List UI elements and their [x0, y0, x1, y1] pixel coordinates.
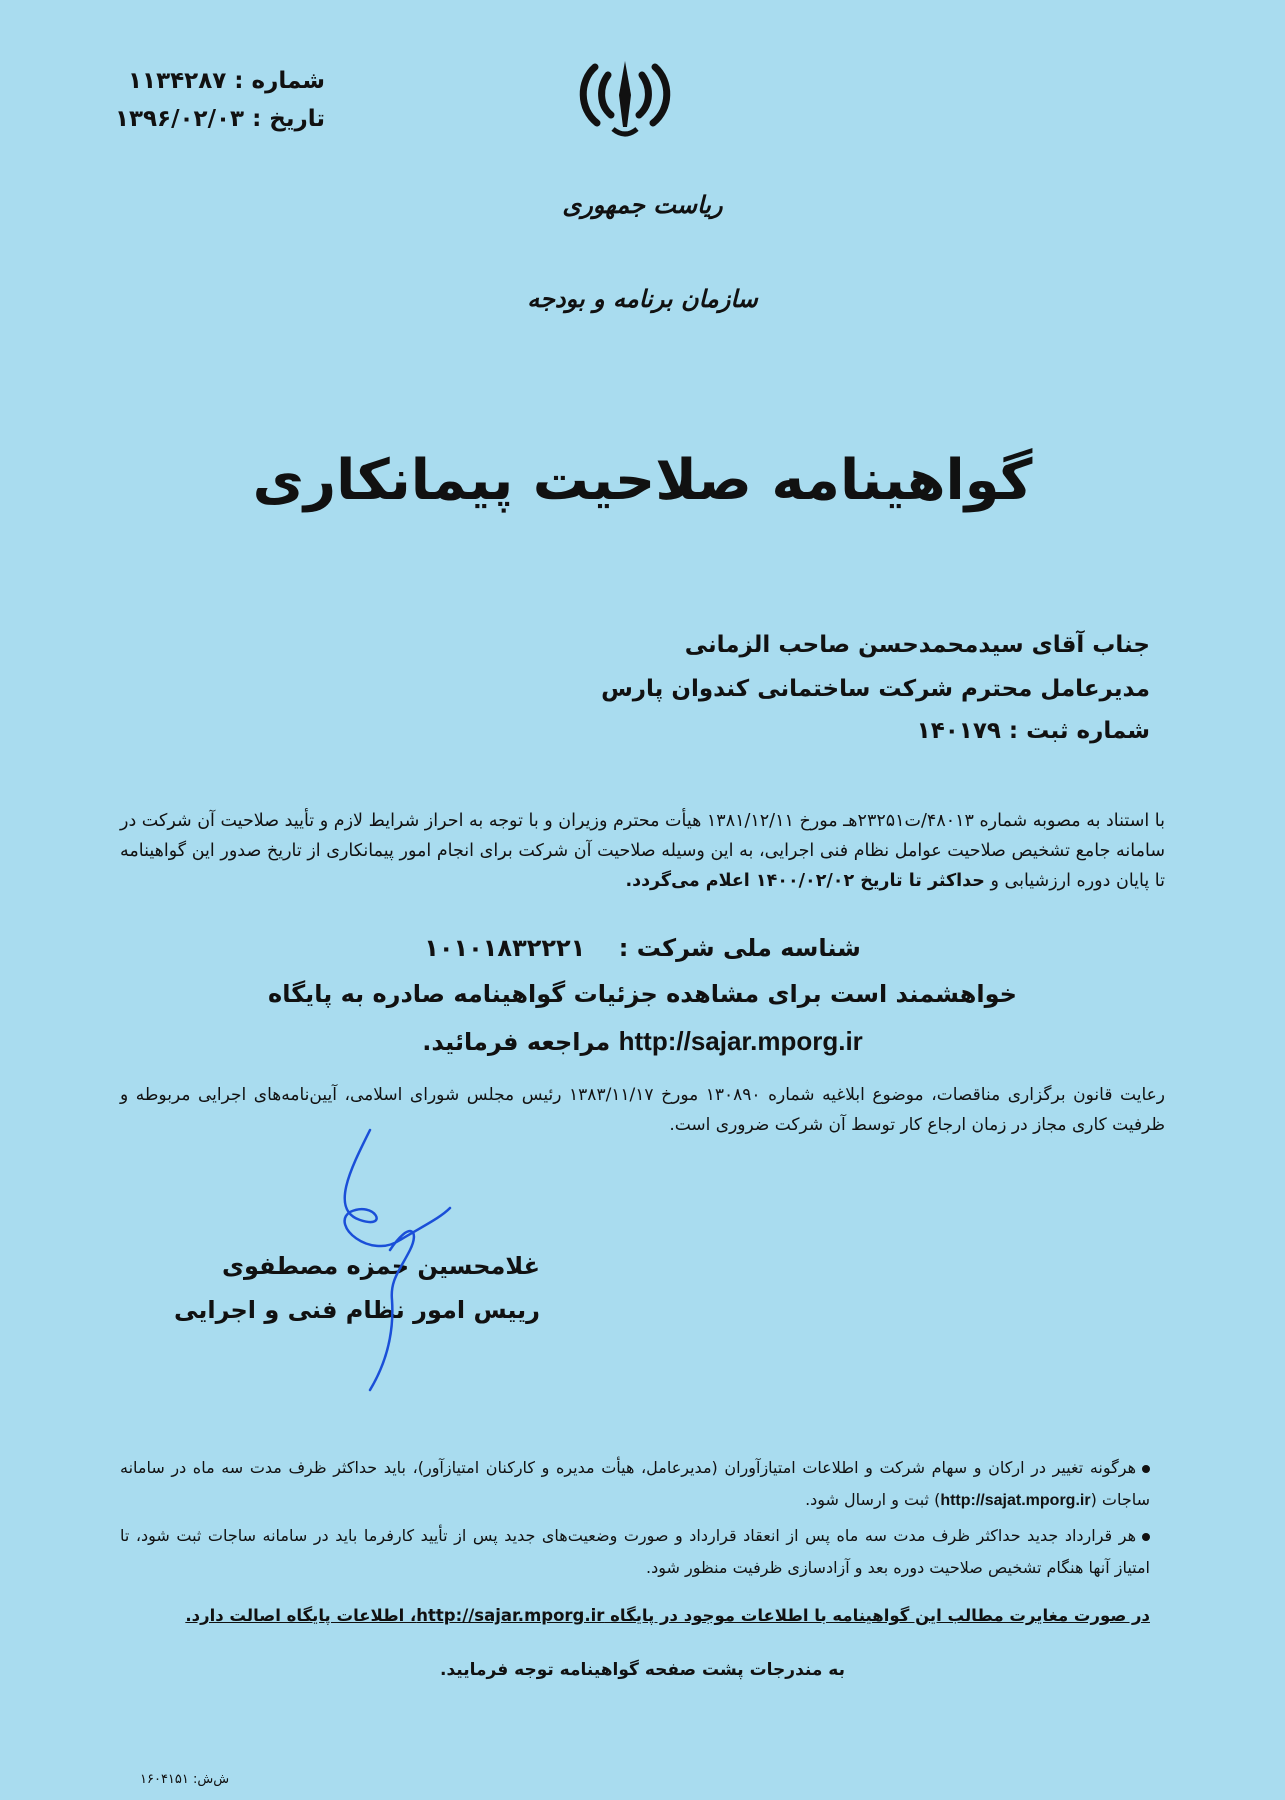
signatory-name: غلامحسین حمزه مصطفوی [222, 1252, 540, 1280]
serial-number [140, 1772, 229, 1787]
note-2 [120, 1520, 1150, 1584]
note-1 [120, 1452, 1150, 1517]
document-number [85, 68, 325, 94]
iran-emblem-icon [575, 55, 675, 140]
body-validity: حداکثر تا تاریخ ۱۴۰۰/۰۲/۰۲ اعلام می‌گردد. [625, 871, 985, 891]
document-number-value: ۱۱۳۴۲۸۷ [128, 68, 227, 94]
document-number-label: شماره : [234, 68, 325, 94]
note-2-text: هر قرارداد جدید حداکثر ظرف مدت سه ماه پس از انعقاد قرارداد و صورت وضعیت‌های جدید پس از تأیید کارفرما باید در سامانه ساجات ثبت شود، تا امتیاز آنها هنگام تشخیص صلاحیت دوره بعد و آزادسازی ظرفیت منظور شود. [120, 1526, 1150, 1577]
sajat-url-link[interactable]: http://sajat.mporg.ir [940, 1492, 1091, 1509]
registration-value: ۱۴۰۱۷۹ [916, 718, 1001, 744]
note-1-text: هرگونه تغییر در ارکان و سهام شرکت و اطلاعات امتیازآوران (مدیرعامل، هیأت مدیره و کارکنان امتیازآور)، باید حداکثر ظرف مدت سه ماه در سامانه ساجات ( [120, 1458, 1150, 1509]
national-id-label: شناسه ملی شرکت : [618, 934, 861, 962]
organization-label: سازمان برنامه و بودجه [527, 284, 758, 313]
handwritten-signature-icon [330, 1100, 480, 1400]
bullet-icon [1142, 1533, 1150, 1541]
document-date [85, 106, 325, 132]
registration-label: شماره ثبت : [1008, 718, 1150, 744]
back-page-notice: به مندرجات پشت صفحه گواهینامه توجه فرمایید. [440, 1660, 845, 1680]
website-notice-line2 [0, 1026, 1285, 1057]
certificate-title: گواهینامه صلاحیت پیمانکاری [252, 448, 1033, 513]
certificate-body [120, 806, 1165, 896]
website-notice-line1: خواهشمند است برای مشاهده جزئیات گواهینامه صادره به پایگاه [268, 980, 1017, 1008]
sajar-url-link[interactable]: http://sajar.mporg.ir [618, 1026, 863, 1056]
body-text: با استناد به مصوبه شماره ۴۸۰۱۳/ت۲۳۲۵۱هـ مورخ ۱۳۸۱/۱۲/۱۱ هیأت محترم وزیران و با توجه به احراز شرایط لازم و تأیید صلاحیت آن شرکت در سامانه جامع تشخیص صلاحیت عوامل نظام فنی اجرایی، به این وسیله صلاحیت آن شرکت برای انجام امور پیمانکاری از تاریخ صدور این گواهینامه تا پایان دوره ارزشیابی و [120, 811, 1165, 891]
national-id [0, 934, 1285, 962]
serial-value: ۱۶۰۴۱۵۱ [140, 1772, 189, 1787]
document-date-value: ۱۳۹۶/۰۲/۰۳ [114, 106, 245, 132]
website-notice-suffix: مراجعه فرمائید. [422, 1028, 611, 1056]
document-date-label: تاریخ : [252, 106, 325, 132]
presidency-label: ریاست جمهوری [562, 190, 723, 219]
national-id-value: ۱۰۱۰۱۸۳۲۲۲۱ [424, 934, 586, 962]
recipient-position: مدیرعامل محترم شرکت ساختمانی کندوان پارس [601, 676, 1150, 702]
bullet-icon [1142, 1465, 1150, 1473]
note-1-end: ) ثبت و ارسال شود. [805, 1490, 941, 1509]
recipient-name: جناب آقای سیدمحمدحسن صاحب الزمانی [684, 632, 1150, 658]
signatory-title: رییس امور نظام فنی و اجرایی [174, 1296, 540, 1324]
discrepancy-notice: در صورت مغایرت مطالب این گواهینامه با اطلاعات موجود در پایگاه http://sajar.mporg.ir، اطلاعات پایگاه اصالت دارد. [185, 1606, 1150, 1625]
registration-number [450, 718, 1150, 744]
serial-label: ش‌ش: [193, 1772, 230, 1787]
compliance-text: رعایت قانون برگزاری مناقصات، موضوع ابلاغیه شماره ۱۳۰۸۹۰ مورخ ۱۳۸۳/۱۱/۱۷ رئیس مجلس شورای اسلامی، آیین‌نامه‌های اجرایی مربوطه و ظرفیت کاری مجاز در زمان ارجاع کار توسط آن شرکت ضروری است. [120, 1085, 1165, 1135]
